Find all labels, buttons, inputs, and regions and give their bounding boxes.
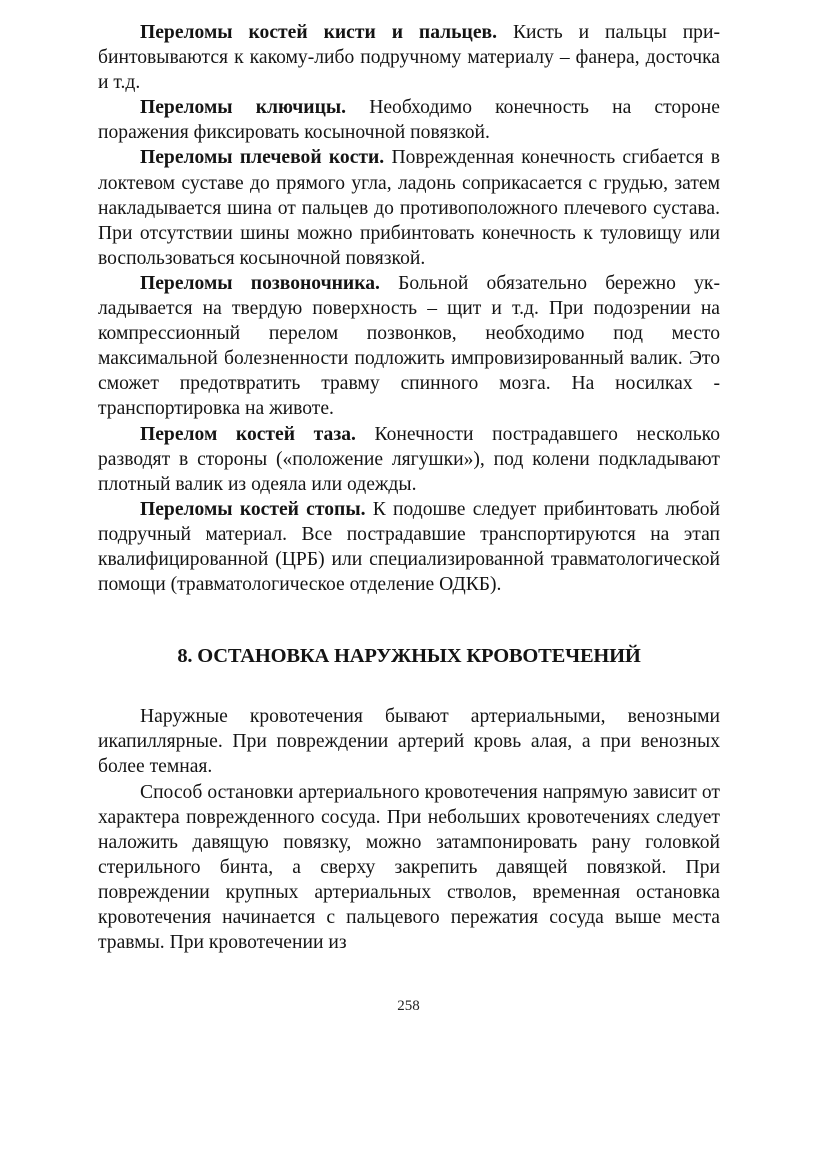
paragraph-humerus-fractures bbox=[98, 145, 720, 270]
paragraph-spine-fractures bbox=[98, 271, 720, 422]
paragraph-lead: Перелом костей таза. bbox=[140, 423, 356, 445]
paragraph-arterial-bleeding: Способ остановки артериального кровотечения напрямую зависит от характера поврежденного сосуда. При небольших кровотечениях следует наложить давящую повязку, можно затампонировать рану головкой стерильного бинта, а сверху закрепить давящей повязкой. При повреждении крупных артериальных стволов, временная остановка кровотечения начинается с пальцевого пережатия сосуда выше места травмы. При кровотечении из bbox=[98, 781, 720, 954]
paragraph-text: Кисть и пальцы прибинтовываются к какому-либо подручному материалу – фанера, досточка и т.д. bbox=[98, 22, 720, 94]
paragraph-text: Поврежденная конечность сгибается в локтевом суставе до прямого угла, ладонь соприкасается с грудью, затем накладывается шина от пальцев до противоположного плечевого сустава. При отсутствии шины можно прибинтовать конечность к туловищу или воспользоваться косыночной повязкой. bbox=[98, 147, 720, 269]
paragraph-lead: Переломы ключицы. bbox=[140, 97, 347, 119]
paragraph-text: Больной обязательно бережно укладывается на твердую поверхность – щит и т.д. При подозрении на компрессионный перелом позвонков, необходимо под место максимальной болезненности подложить импровизированный валик. Это сможет предотвратить травму спинного мозга. На носилках - транспортировка на животе. bbox=[98, 272, 720, 420]
paragraph-hand-fractures bbox=[98, 20, 720, 95]
paragraph-bleeding-types: Наружные кровотечения бывают артериальными, венозными икапиллярные. При повреждении артерий кровь алая, а при венозных более темная. bbox=[98, 706, 720, 778]
section-title: 8. ОСТАНОВКА НАРУЖНЫХ КРОВОТЕЧЕНИЙ bbox=[177, 645, 641, 668]
page-number: 258 bbox=[397, 998, 420, 1014]
paragraph-lead: Переломы плечевой кости. bbox=[140, 147, 385, 169]
spacer bbox=[98, 669, 720, 704]
paragraph-text: К подошве следует прибинтовать любой подручный материал. Все пострадавшие транспортируются на этап квалифицированной (ЦРБ) или специализированной травматологической помощи (травматологическое отделение ОДКБ). bbox=[98, 498, 720, 596]
document-body bbox=[98, 20, 720, 955]
paragraph-pelvis-fracture bbox=[98, 422, 720, 497]
paragraph-lead: Переломы костей кисти и пальцев. bbox=[140, 22, 498, 43]
paragraph-clavicle-fractures bbox=[98, 95, 720, 145]
paragraph-foot-fractures bbox=[98, 497, 720, 597]
paragraph-text: Конечности пострадавшего несколько разводят в стороны («положение лягушки»), под колени подкладывают плотный валик из одеяла или одежды. bbox=[98, 423, 720, 495]
paragraph-text: Необходимо конечность на стороне поражения фиксировать косыночной повязкой. bbox=[98, 97, 720, 144]
paragraph-lead: Переломы костей стопы. bbox=[140, 498, 366, 520]
spacer bbox=[98, 597, 720, 644]
paragraph-lead: Переломы позвоночника. bbox=[140, 272, 380, 294]
